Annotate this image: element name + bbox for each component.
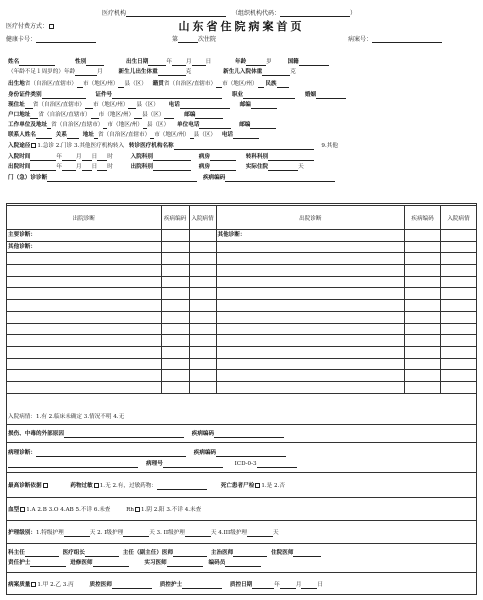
row-quality: 病案质量 1.甲 2.乙 3.丙 质控医师 质控护士 质控日期 年 月 日 [8,582,324,588]
row-admit-time: 入院时间 年 月 日 时 入院科别 病房 转科科别 [8,153,477,161]
row-outpatient-diag: 门（急）诊诊断 疾病编码 [8,174,477,182]
row-staff-2: 责任护士 进修医师 实习医师 编码员 [8,559,477,567]
header-org-code: （组织机构代码： ） [232,10,357,17]
row-staff-1: 科主任 医疗组长 主任（副主任）医师 主治医师 住院医师 [8,549,477,557]
col-discharge-diag: 出院诊断 [7,206,162,230]
route-checkbox[interactable] [31,143,36,148]
row-admission-route: 入院途径 1.急诊 2.门诊 3.其他医疗机构转入 转诊医疗机构名称 9.其他 [8,143,338,149]
header-org: 医疗机构 [102,8,226,17]
row-pathology-no: 病理号 ICD-0-3 [8,460,477,468]
row-id: 身份证件类别 证件号 职业 婚姻 [8,91,477,99]
col-condition: 入院病情 [189,206,216,230]
col-discharge-diag-2: 出院诊断 [216,206,405,230]
row-blood: 血型 1.A 2.B 3.O 4.AB 5.不详 6.未查 Rh 1.阴 2.阳 3.不详 4.未查 [8,507,202,513]
page-title: 山东省住院病案首页 [178,20,305,33]
admit-count: 第 次住院 [172,36,217,43]
col-condition-2: 入院病情 [441,206,477,230]
health-card: 健康卡号： [6,34,96,43]
col-code: 疾病编码 [161,206,189,230]
diag-cell[interactable]: 主要诊断： [7,230,162,242]
lower-frame [6,203,477,595]
row-discharge-time: 出院时间 年 月 日 时 出院科别 病房 实际住院 天 [8,164,304,170]
diag-cell[interactable]: 其他诊断： [7,241,162,253]
row-infant: （年龄不足１周岁的）年龄 月 新生儿出生体重 克 新生儿入院体重 克 [8,69,296,75]
row-pathology: 病理诊断： 疾病编码 [8,449,477,457]
row-injury: 损伤、中毒的外部原因 疾病编码 [8,430,477,438]
header-payment: 医疗付费方式： [6,21,55,30]
row-work: 工作单位及地址 省（自治区/直辖市） 市（地区/州） 县（区） 单位电话 邮编 [8,121,477,129]
row-household: 户口地址 省（自治区/直辖市） 市（地区/州） 县（区） 邮编 [8,111,477,119]
admission-condition-note: 入院病情：1.有 2.临床未确定 3.情况不明 4.无 [8,414,125,420]
case-number: 病案号： [348,34,442,43]
row-name: 姓名 性别 出生日期 年 月 日 年龄 岁 国籍 [8,58,477,66]
col-code-2: 疾病编码 [405,206,441,230]
row-address: 现住址 省（自治区/直辖市） 市（地区/州） 县（区） 电话 邮编 [8,101,477,109]
row-birthplace: 出生地省（自治区/直辖市） 市（地区/州） 县（区） 籍贯省（自治区/直辖市） 市（地区/州） 民族 [8,80,477,88]
diag-cell-2[interactable]: 其他诊断： [216,230,405,242]
row-allergy: 最高诊断依据 药物过敏 1.无 2.有，过敏药物： 死亡患者尸检 1.是 2.否 [8,483,285,489]
row-contact: 联系人姓名 关系 地址 省（自治区/直辖市） 市（地区/州） 县（区） 电话 [8,131,477,139]
row-care: 护理级别：1.特级护理 天 2. I级护理 天 3. II级护理 天 4.III级护理 天 [8,530,279,536]
